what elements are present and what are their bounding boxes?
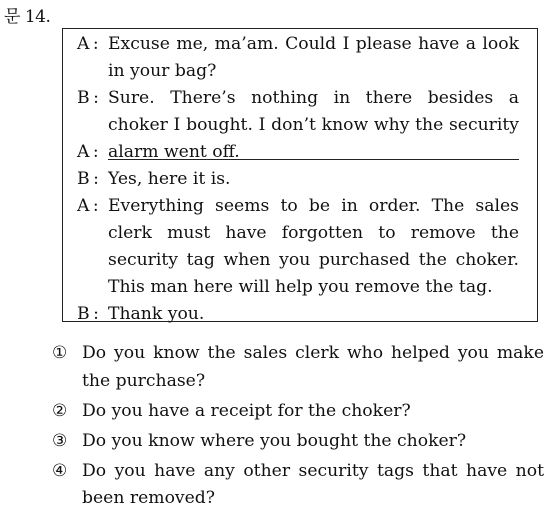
utterance-text: Everything seems to be in order. The sales clerk must have forgotten to remove the security tag when you purchased the choker. This man here will help you remove the tag. (108, 196, 519, 297)
option-text: Do you have a receipt for the choker? (82, 400, 411, 421)
dialogue-turn-4 (77, 166, 519, 193)
utterance-text: Thank you. (108, 304, 205, 324)
utterance-text: Excuse me, ma’am. Could I please have a look in your bag? (108, 34, 519, 81)
option-1[interactable] (52, 340, 544, 395)
option-2[interactable] (52, 398, 544, 426)
speaker-label: B : (77, 169, 99, 189)
option-4[interactable] (52, 458, 544, 513)
option-marker: ② (52, 400, 68, 421)
option-text: Do you know the sales clerk who helped you make the purchase? (82, 343, 544, 391)
speaker-label: A : (77, 34, 99, 54)
option-marker: ③ (52, 430, 68, 451)
option-text: Do you know where you bought the choker? (82, 430, 467, 451)
question-number: 문 14. (4, 7, 51, 27)
speaker-label: A : (77, 196, 99, 216)
dialogue-box (62, 28, 538, 322)
option-3[interactable] (52, 428, 544, 456)
speaker-label: B : (77, 88, 99, 108)
dialogue-turn-3-blank (77, 139, 519, 166)
utterance-text: Sure. There’s nothing in there besides a choker I bought. I don’t know why the security alarm went off. (108, 88, 519, 162)
utterance-text: Yes, here it is. (108, 169, 231, 189)
answer-options (52, 340, 544, 515)
option-text: Do you have any other security tags that have not been removed? (82, 460, 544, 508)
dialogue-turn-6 (77, 301, 519, 328)
dialogue-turn-5 (77, 193, 519, 301)
dialogue-turn-1 (77, 31, 519, 85)
speaker-label: B : (77, 304, 99, 324)
option-marker: ④ (52, 460, 68, 481)
speaker-label: A : (77, 142, 99, 162)
option-marker: ① (52, 343, 68, 363)
answer-blank-line (108, 159, 519, 160)
